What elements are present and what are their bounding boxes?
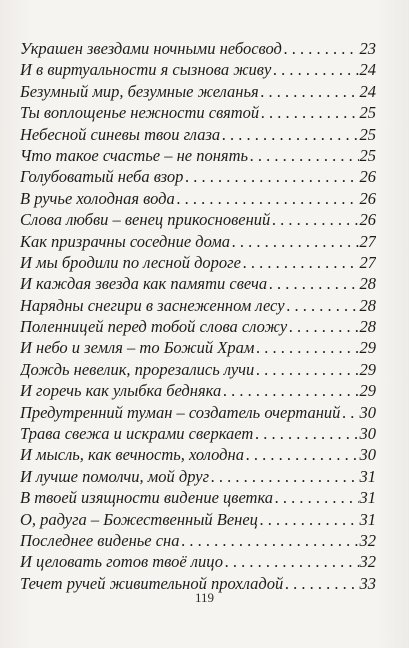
toc-entry	[20, 38, 376, 59]
toc-leader-dots	[255, 423, 358, 444]
toc-entry-title: Нарядны снегири в заснеженном лесу	[20, 295, 285, 315]
toc-leader-dots	[225, 551, 359, 572]
toc-entry-page: 24	[359, 60, 376, 80]
toc-entry-title: Последнее виденье сна	[20, 530, 180, 550]
toc-leader-dots	[273, 59, 358, 80]
toc-entry-title: Ты воплощенье нежности святой	[20, 103, 260, 123]
toc-leader-dots	[342, 402, 358, 423]
toc-entry-title: О, радуга – Божественный Венец	[20, 509, 258, 529]
toc-entry-title: И целовать готов твоё лицо	[20, 552, 223, 572]
toc-entry-page: 31	[359, 509, 376, 529]
toc-entry-title: И небо и земля – то Божий Храм	[20, 338, 255, 358]
toc-leader-dots	[246, 444, 359, 465]
toc-entry-title: Небесной синевы твои глаза	[20, 124, 221, 144]
toc-entry-page: 30	[359, 424, 376, 444]
toc-leader-dots	[223, 380, 358, 401]
toc-leader-dots	[261, 102, 358, 123]
toc-entry-page: 29	[359, 381, 376, 401]
toc-entry-page: 25	[359, 124, 376, 144]
toc-entry-title: Течет ручей живительной прохладой	[20, 573, 284, 593]
toc-entry-page: 33	[359, 573, 376, 593]
toc-entry	[20, 530, 376, 551]
toc-entry-page: 28	[359, 317, 376, 337]
toc-entry-title: Предутренний туман – создатель очертаний	[20, 402, 341, 422]
toc-entry-title: В ручье холодная вода	[20, 188, 175, 208]
toc-entry-page: 30	[359, 402, 376, 422]
page-number: 119	[194, 590, 215, 605]
toc-entry-title: И лучше помолчи, мой друг	[20, 466, 210, 486]
toc-entry-page: 24	[359, 81, 376, 101]
toc-entry-page: 25	[359, 103, 376, 123]
toc-entry-title: И горечь как улыбка бедняка	[20, 381, 222, 401]
toc-entry-page: 26	[359, 210, 376, 230]
toc-entry-page: 26	[359, 167, 376, 187]
toc-leader-dots	[256, 337, 358, 358]
toc-leader-dots	[260, 509, 359, 530]
toc-entry	[20, 509, 376, 530]
toc-entry	[20, 102, 376, 123]
toc-entry	[20, 81, 376, 102]
toc-entry-title: Голубоватый неба взор	[20, 167, 184, 187]
toc-entry-page: 29	[359, 338, 376, 358]
toc-entry	[20, 466, 376, 487]
toc-leader-dots	[243, 252, 359, 273]
toc-leader-dots	[256, 359, 358, 380]
toc-entry-title: Что такое счастье – не понять	[20, 145, 249, 165]
toc-entry-page: 28	[359, 295, 376, 315]
toc-entry-page: 32	[359, 530, 376, 550]
toc-entry	[20, 166, 376, 187]
toc-entry	[20, 231, 376, 252]
toc-entry-title: Безумный мир, безумные желанья	[20, 81, 259, 101]
toc-entry-title: И мы бродили по лесной дороге	[20, 252, 241, 272]
toc-leader-dots	[182, 530, 359, 551]
toc-entry-title: Поленницей перед тобой слова сложу	[20, 317, 288, 337]
toc-entry	[20, 380, 376, 401]
toc-entry-page: 26	[359, 188, 376, 208]
toc-entry-page: 27	[359, 252, 376, 272]
toc-entry	[20, 252, 376, 273]
toc-entry-page: 31	[359, 488, 376, 508]
toc-entry-title: Украшен звездами ночными небосвод	[20, 39, 282, 58]
toc-entry	[20, 273, 376, 294]
toc-leader-dots	[289, 316, 358, 337]
toc-entry	[20, 359, 376, 380]
toc-entry	[20, 337, 376, 358]
toc-entry	[20, 145, 376, 166]
toc-entry	[20, 295, 376, 316]
toc-leader-dots	[287, 295, 359, 316]
toc-entry-title: В твоей изящности видение цветка	[20, 488, 274, 508]
toc-leader-dots	[211, 466, 358, 487]
toc-leader-dots	[275, 487, 358, 508]
toc-entry	[20, 59, 376, 80]
toc-entry-title: И мысль, как вечность, холодна	[20, 445, 244, 465]
toc-leader-dots	[250, 145, 358, 166]
toc-leader-dots	[177, 188, 359, 209]
toc-entry-page: 27	[359, 231, 376, 251]
toc-entry-title: И каждая звезда как памяти свеча	[20, 274, 268, 294]
table-of-contents	[20, 38, 376, 594]
toc-entry-title: Как призрачны соседние дома	[20, 231, 231, 251]
toc-leader-dots	[232, 231, 358, 252]
toc-entry-page: 32	[359, 552, 376, 572]
toc-entry	[20, 188, 376, 209]
toc-entry-page: 28	[359, 274, 376, 294]
toc-entry-title: Слова любви – венец прикосновений	[20, 210, 271, 230]
toc-entry-page: 25	[359, 145, 376, 165]
toc-entry-title: И в виртуальности я сызнова живу	[20, 60, 272, 80]
toc-leader-dots	[222, 124, 358, 145]
toc-entry-page: 31	[359, 466, 376, 486]
toc-leader-dots	[261, 81, 359, 102]
toc-entry	[20, 444, 376, 465]
toc-leader-dots	[284, 38, 359, 59]
toc-entry-title: Трава свежа и искрами сверкает	[20, 424, 254, 444]
toc-entry	[20, 551, 376, 572]
toc-entry	[20, 209, 376, 230]
toc-leader-dots	[272, 209, 358, 230]
toc-leader-dots	[185, 166, 358, 187]
toc-entry-page: 23	[359, 39, 376, 58]
toc-entry	[20, 124, 376, 145]
toc-entry	[20, 423, 376, 444]
toc-entry	[20, 487, 376, 508]
toc-entry-title: Дождь невелик, прорезались лучи	[20, 359, 255, 379]
toc-entry-page: 29	[359, 359, 376, 379]
toc-entry-page: 30	[359, 445, 376, 465]
toc-entry	[20, 402, 376, 423]
toc-entry	[20, 316, 376, 337]
toc-leader-dots	[269, 273, 358, 294]
